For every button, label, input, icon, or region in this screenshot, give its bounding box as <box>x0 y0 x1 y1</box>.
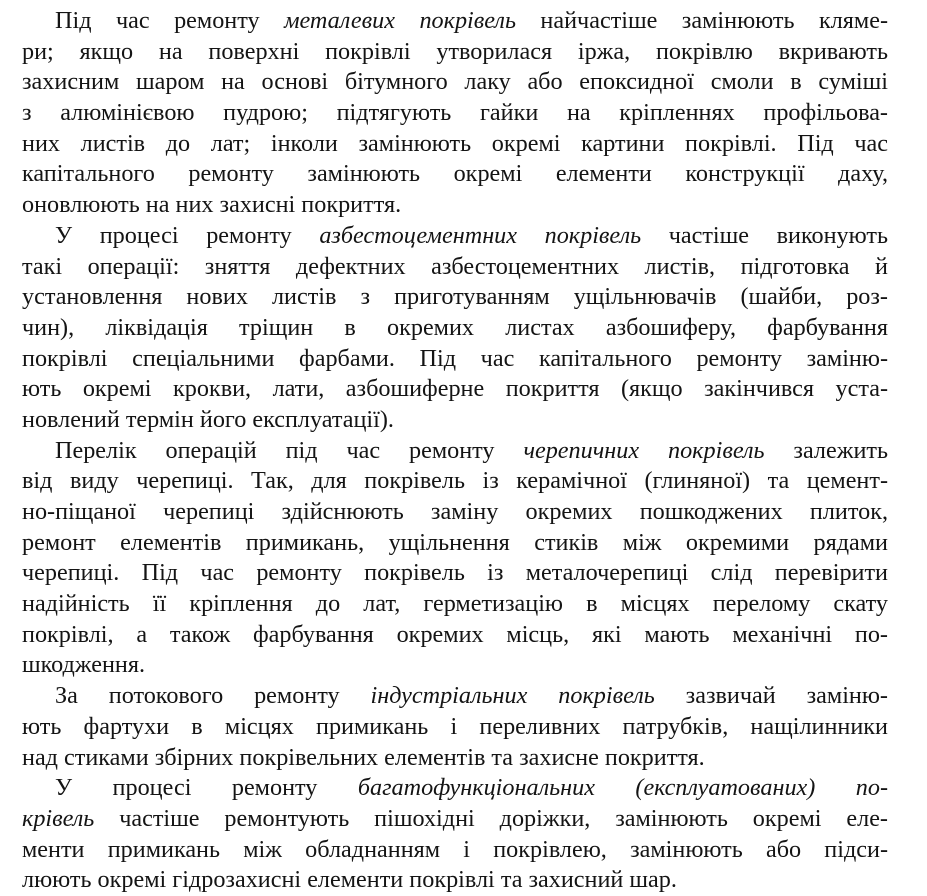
text-line <box>22 466 888 497</box>
text-line <box>22 558 888 589</box>
text-segment: ремонт елементів примикань, ущільнення стиків між окремими рядами <box>22 528 888 556</box>
text-segment: Під час ремонту <box>55 7 285 34</box>
text-segment: Перелік операцій під час ремонту <box>55 436 524 464</box>
paragraph <box>22 681 888 773</box>
text-line <box>22 589 888 620</box>
text-line <box>22 835 888 866</box>
paragraph <box>22 6 888 221</box>
italic-term: металевих покрівель <box>284 7 516 34</box>
text-segment: них листів до лат; інколи замінюють окремі картини покрівлі. Під час <box>22 129 888 157</box>
text-line <box>22 620 888 651</box>
text-segment: У процесі ремонту <box>55 221 320 249</box>
text-line <box>22 252 888 283</box>
text-line <box>22 528 888 559</box>
text-line <box>22 6 888 37</box>
text-segment: покрівлі спеціальними фарбами. Під час капітального ремонту заміню- <box>22 344 888 372</box>
text-segment: ють фартухи в місцях примикань і переливних патрубків, нащілинники <box>22 712 888 740</box>
text-segment: шкодження. <box>22 651 146 679</box>
text-line <box>22 804 888 835</box>
text-segment: У процесі ремонту <box>55 774 358 802</box>
text-segment: залежить <box>764 436 888 464</box>
text-segment: частіше ремонтують пішохідні доріжки, замінюють окремі еле- <box>94 804 888 832</box>
text-line <box>22 436 888 467</box>
text-segment: ри; якщо на поверхні покрівлі утворилася іржа, покрівлю вкривають <box>22 37 888 65</box>
document-page <box>22 6 888 896</box>
text-line <box>22 37 888 68</box>
text-line <box>22 743 888 774</box>
text-segment: оновлюють на них захисні покриття. <box>22 191 402 219</box>
text-line <box>22 712 888 743</box>
text-segment: люють окремі гідрозахисні елементи покрівлі та захисний шар. <box>22 866 677 894</box>
text-segment: надійність її кріплення до лат, герметизацію в місцях перелому скату <box>22 590 888 618</box>
text-line <box>22 67 888 98</box>
text-segment: но-піщаної черепиці здійснюють заміну окремих пошкоджених плиток, <box>22 498 888 525</box>
text-segment: захисним шаром на основі бітумного лаку або епоксидної смоли в суміші <box>22 68 888 96</box>
text-line <box>22 282 888 313</box>
text-line <box>22 374 888 405</box>
italic-term: крівель <box>22 804 95 832</box>
text-segment: покрівлі, а також фарбування окремих місць, які мають механічні по- <box>22 620 888 648</box>
text-line <box>22 313 888 344</box>
italic-term: індустріальних покрівель <box>370 682 655 710</box>
italic-term: азбестоцементних покрівель <box>319 221 642 249</box>
text-line <box>22 98 888 129</box>
text-line <box>22 221 888 252</box>
text-segment: За потокового ремонту <box>55 682 371 710</box>
text-segment: черепиці. Під час ремонту покрівель із металочерепиці слід перевірити <box>22 559 888 587</box>
italic-term: черепичних покрівель <box>523 436 765 464</box>
text-line <box>22 497 888 528</box>
text-line <box>22 344 888 375</box>
text-segment: від виду черепиці. Так, для покрівель із керамічної (глиняної) та цемент- <box>22 467 888 495</box>
text-segment: найчастіше замінюють кляме- <box>515 7 889 34</box>
text-segment: такі операції: зняття дефектних азбестоцементних листів, підготовка й <box>22 252 888 280</box>
text-segment: частіше виконують <box>641 221 888 249</box>
paragraph <box>22 221 888 436</box>
text-line <box>22 650 888 681</box>
text-segment: новлений термін його експлуатації). <box>22 405 394 433</box>
text-line <box>22 190 888 221</box>
text-line <box>22 773 888 804</box>
text-segment: зазвичай заміню- <box>654 682 888 710</box>
paragraph <box>22 773 888 896</box>
paragraph <box>22 436 888 682</box>
text-segment: капітального ремонту замінюють окремі елементи конструкції даху, <box>22 160 888 188</box>
text-segment: установлення нових листів з приготуванням ущільнювачів (шайби, роз- <box>22 283 888 311</box>
text-line <box>22 129 888 160</box>
italic-term: багатофункціональних (експлуатованих) по- <box>357 774 889 802</box>
text-segment: чин), ліквідація тріщин в окремих листах азбошиферу, фарбування <box>22 313 888 341</box>
text-segment: менти примикань між обладнанням і покрівлею, замінюють або підси- <box>22 835 888 863</box>
text-line <box>22 159 888 190</box>
text-line <box>22 681 888 712</box>
text-segment: з алюмінієвою пудрою; підтягують гайки на кріпленнях профільова- <box>22 99 888 127</box>
text-line <box>22 865 888 896</box>
text-segment: ють окремі крокви, лати, азбошиферне покриття (якщо закінчився уста- <box>22 375 888 403</box>
text-line <box>22 405 888 436</box>
text-segment: над стиками збірних покрівельних елементів та захисне покриття. <box>22 743 705 771</box>
